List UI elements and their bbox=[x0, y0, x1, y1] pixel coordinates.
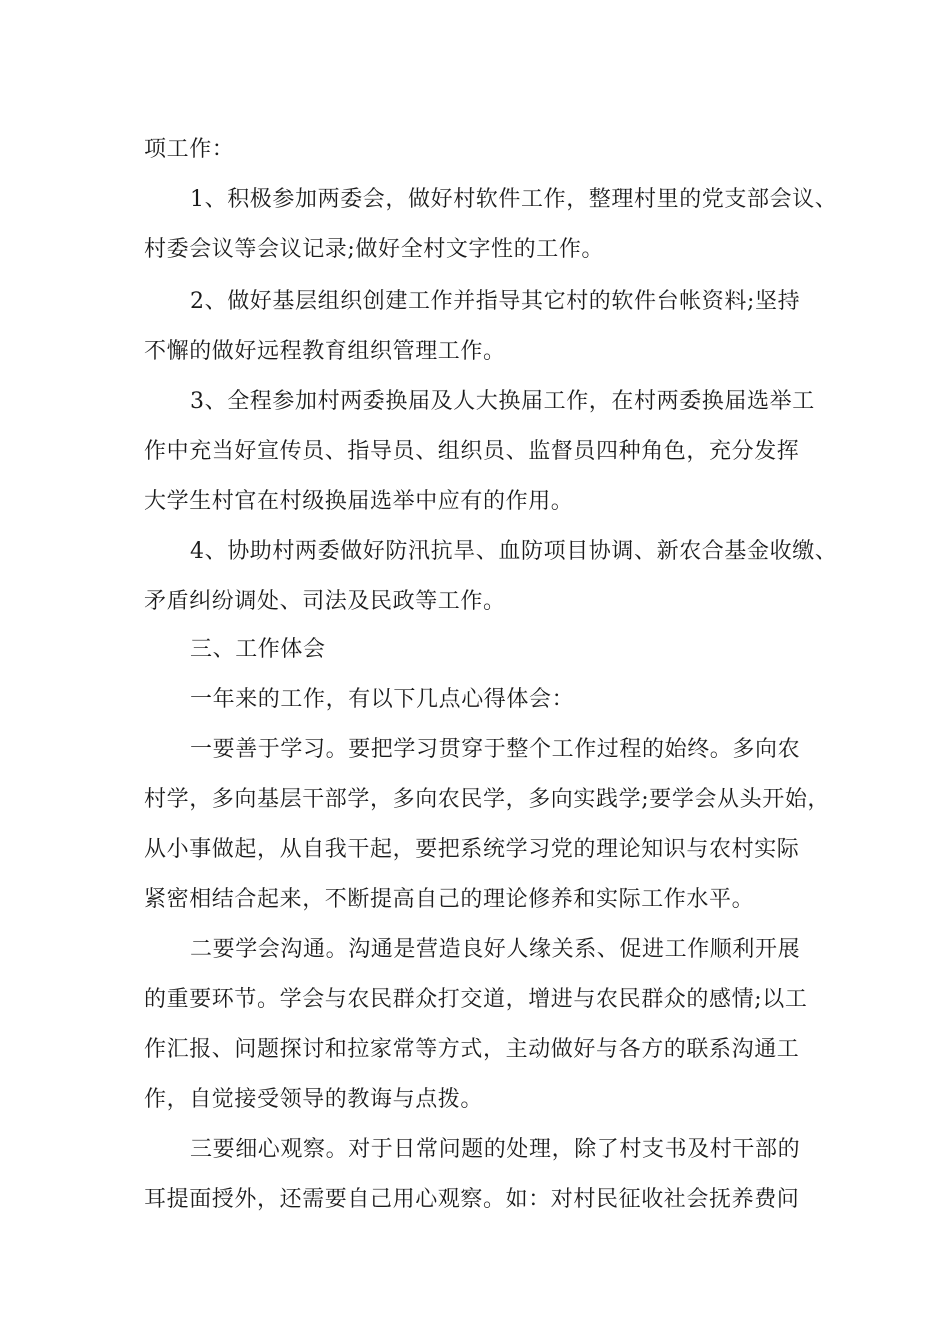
text-line: 作，自觉接受领导的教诲与点拨。 bbox=[144, 1087, 484, 1112]
text-line: 作中充当好宣传员、指导员、组织员、监督员四种角色，充分发挥 bbox=[144, 439, 800, 464]
text-line-item-2: 2、做好基层组织创建工作并指导其它村的软件台帐资料;坚持 bbox=[190, 289, 801, 314]
text-line-point-2: 二要学会沟通。沟通是营造良好人缘关系、促进工作顺利开展 bbox=[190, 937, 801, 962]
text-line: 大学生村官在村级换届选举中应有的作用。 bbox=[144, 489, 574, 514]
text-line: 不懈的做好远程教育组织管理工作。 bbox=[144, 339, 506, 364]
text-line: 作汇报、问题探讨和拉家常等方式，主动做好与各方的联系沟通工 bbox=[144, 1037, 800, 1062]
text-line: 的重要环节。学会与农民群众打交道，增进与农民群众的感情;以工 bbox=[144, 987, 808, 1012]
section-heading: 三、工作体会 bbox=[190, 637, 326, 662]
text-line: 村学，多向基层干部学，多向农民学，多向实践学;要学会从头开始， bbox=[144, 787, 831, 812]
text-line: 紧密相结合起来，不断提高自己的理论修养和实际工作水平。 bbox=[144, 887, 755, 912]
text-line: 从小事做起，从自我干起，要把系统学习党的理论知识与农村实际 bbox=[144, 837, 800, 862]
text-line: 耳提面授外，还需要自己用心观察。如：对村民征收社会抚养费问 bbox=[144, 1187, 800, 1212]
text-line: 矛盾纠纷调处、司法及民政等工作。 bbox=[144, 589, 506, 614]
text-line-item-4: 4、协助村两委做好防汛抗旱、血防项目协调、新农合基金收缴、 bbox=[190, 539, 838, 564]
text-line-item-1: 1、积极参加两委会，做好村软件工作，整理村里的党支部会议、 bbox=[190, 187, 838, 212]
text-line-continuation: 项工作： bbox=[144, 137, 235, 162]
text-line: 村委会议等会议记录;做好全村文字性的工作。 bbox=[144, 237, 605, 262]
text-line-item-3: 3、全程参加村两委换届及人大换届工作，在村两委换届选举工 bbox=[190, 389, 815, 414]
text-line-intro: 一年来的工作，有以下几点心得体会： bbox=[190, 687, 575, 712]
text-line-point-3: 三要细心观察。对于日常问题的处理，除了村支书及村干部的 bbox=[190, 1137, 801, 1162]
text-line-point-1: 一要善于学习。要把学习贯穿于整个工作过程的始终。多向农 bbox=[190, 737, 801, 762]
